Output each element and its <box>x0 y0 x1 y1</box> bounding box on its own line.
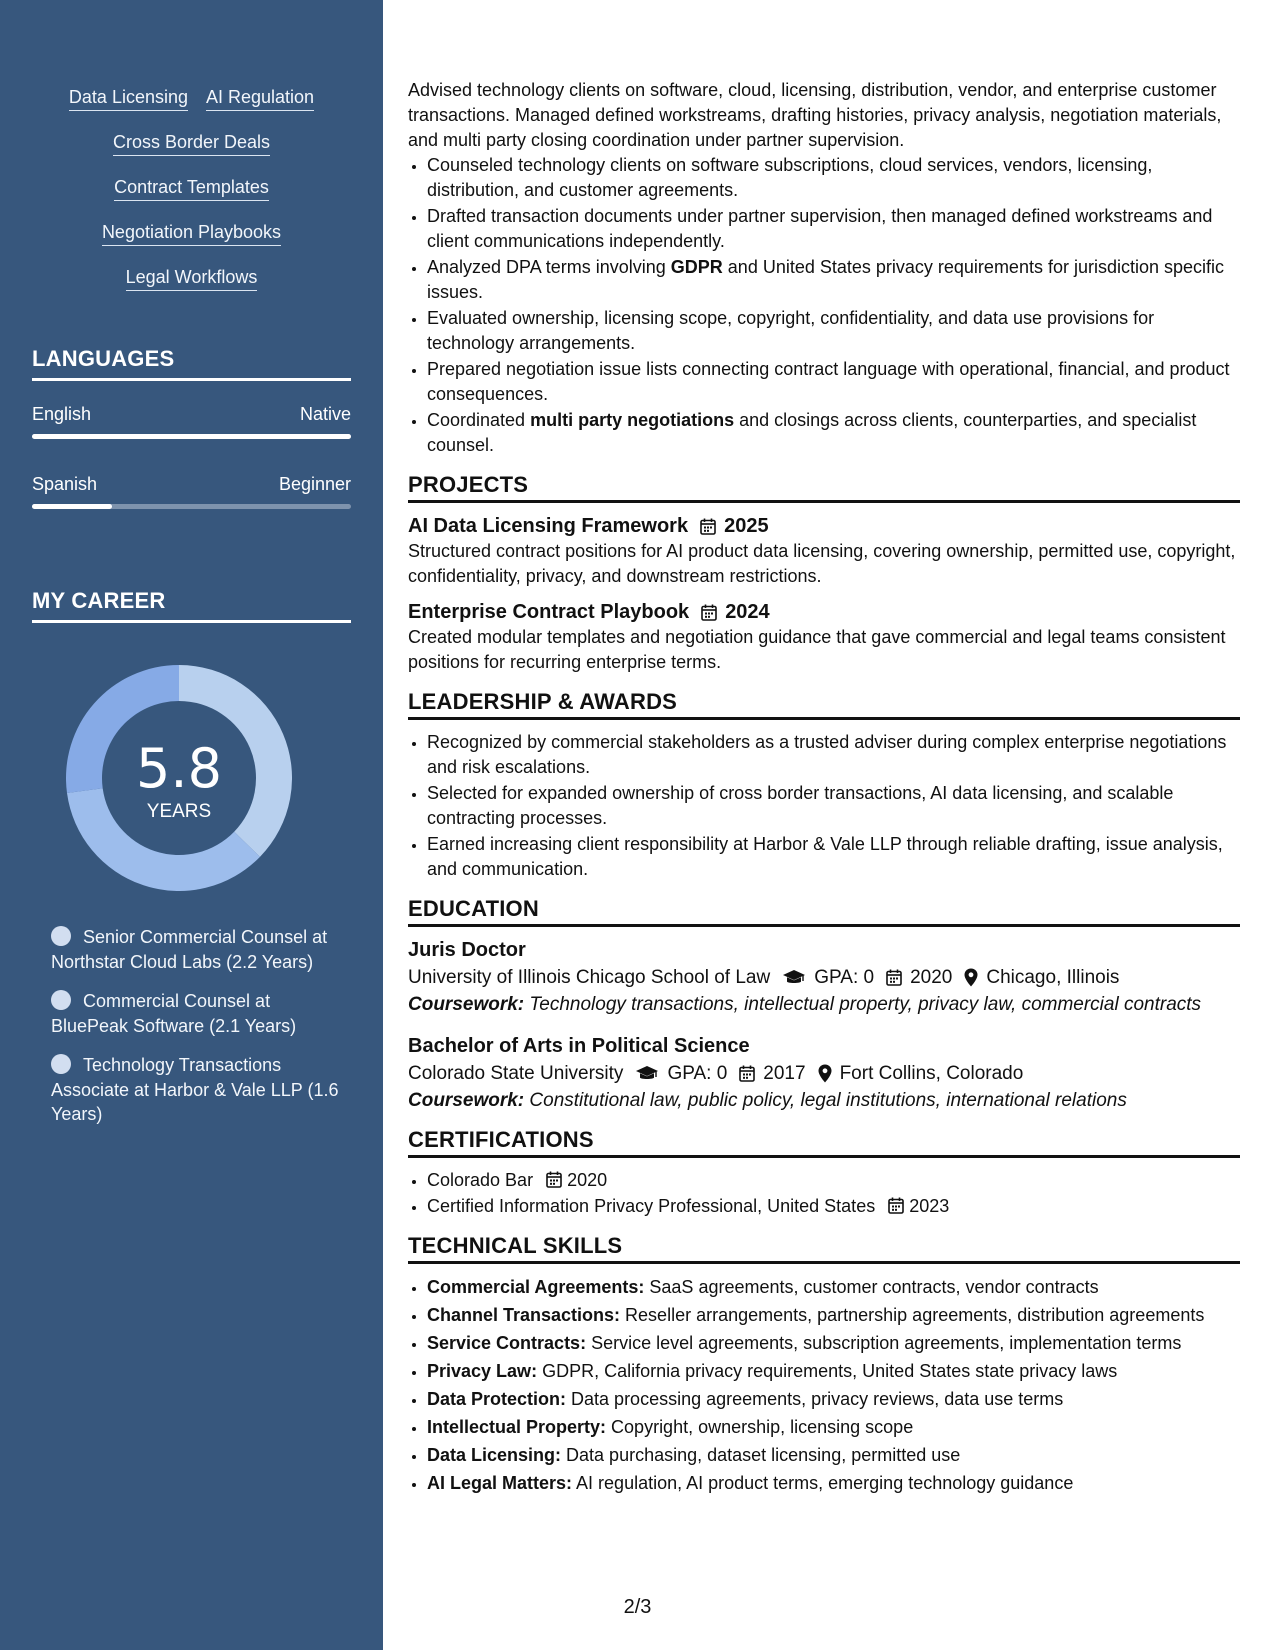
skills-heading: TECHNICAL SKILLS <box>408 1233 1240 1264</box>
leadership-item: • Earned increasing client responsibility at Harbor & Vale LLP through reliable drafting, issue analysis, and communication. <box>427 832 1240 882</box>
calendar-icon <box>888 1197 904 1214</box>
language-name: Spanish <box>32 474 98 494</box>
education-degree: Bachelor of Arts in Political Science <box>408 1035 750 1057</box>
skill-item <box>427 1414 1240 1441</box>
bullet-text: Prepared negotiation issue lists connecting contract language with operational, financial, and product consequences. <box>427 359 1230 404</box>
project-year: 2024 <box>725 601 770 623</box>
tag-row <box>0 176 383 221</box>
education-year: 2020 <box>910 967 953 988</box>
certification-item <box>427 1194 1240 1219</box>
skill-tag: AI Regulation <box>206 86 314 111</box>
project-year-group <box>700 513 769 539</box>
skill-tag: Legal Workflows <box>126 266 258 291</box>
education-gpa-group <box>782 963 874 992</box>
education-coursework <box>408 1088 1240 1113</box>
project-item <box>408 599 1240 675</box>
skill-tag: Cross Border Deals <box>113 131 270 156</box>
tag-row <box>0 86 383 131</box>
leadership-list <box>408 730 1240 882</box>
bullet-text: Evaluated ownership, licensing scope, copyright, confidentiality, and data use provisions for technology arrangements. <box>427 308 1155 353</box>
education-gpa: GPA: 0 <box>667 1063 728 1084</box>
project-title-row <box>408 599 1240 625</box>
language-row <box>32 404 351 425</box>
languages-heading: LANGUAGES <box>32 346 351 381</box>
education-year-group <box>739 1059 805 1088</box>
calendar-icon <box>546 1171 562 1188</box>
skill-label: AI Legal Matters: <box>427 1473 573 1493</box>
skill-item <box>427 1302 1240 1329</box>
calendar-icon <box>739 1065 755 1082</box>
coursework-text: Constitutional law, public policy, legal institutions, international relations <box>524 1090 1127 1111</box>
skill-tag: Contract Templates <box>114 176 269 201</box>
bullet-dot-icon <box>51 926 71 946</box>
skill-label: Data Protection: <box>427 1389 567 1409</box>
skill-text: AI regulation, AI product terms, emerging technology guidance <box>572 1473 1074 1493</box>
project-title: AI Data Licensing Framework <box>408 515 689 537</box>
location-pin-icon <box>964 968 978 987</box>
skill-item <box>427 1442 1240 1469</box>
education-meta <box>408 1059 1240 1088</box>
certification-name: Certified Information Privacy Professional, United States <box>427 1196 876 1216</box>
skill-text: GDPR, California privacy requirements, United States state privacy laws <box>537 1361 1118 1381</box>
career-role: Senior Commercial Counsel at Northstar Cloud Labs (2.2 Years) <box>51 927 328 972</box>
skill-text: Service level agreements, subscription agreements, implementation terms <box>586 1333 1182 1353</box>
education-school: University of Illinois Chicago School of Law <box>408 967 771 988</box>
bullet-text: Drafted transaction documents under partner supervision, then managed defined workstreams and client communications independently. <box>427 206 1213 251</box>
leadership-item: • Selected for expanded ownership of cross border transactions, AI data licensing, and scalable contracting processes. <box>427 781 1240 831</box>
skill-text: Copyright, ownership, licensing scope <box>606 1417 914 1437</box>
language-bar <box>32 434 351 439</box>
experience-bullet <box>427 255 1240 305</box>
education-item <box>408 937 1240 1017</box>
skill-item <box>427 1470 1240 1497</box>
skill-item <box>427 1330 1240 1357</box>
skill-item <box>427 1386 1240 1413</box>
skill-text: Reseller arrangements, partnership agreements, distribution agreements <box>620 1305 1205 1325</box>
skill-text: Data processing agreements, privacy reviews, data use terms <box>566 1389 1064 1409</box>
certifications-list <box>408 1168 1240 1219</box>
career-role: Technology Transactions Associate at Harbor & Vale LLP (1.6 Years) <box>51 1055 339 1124</box>
education-gpa-group <box>635 1059 727 1088</box>
career-total-value: 5.8 <box>136 737 222 800</box>
calendar-icon <box>701 604 717 621</box>
bullet-text: Counseled technology clients on software subscriptions, cloud services, vendors, licensing, distribution, and customer agreements. <box>427 155 1153 200</box>
career-role: Commercial Counsel at BluePeak Software (2.1 Years) <box>51 991 297 1036</box>
education-degree: Juris Doctor <box>408 939 526 961</box>
project-item <box>408 513 1240 589</box>
career-heading: MY CAREER <box>32 588 351 623</box>
experience-bullet <box>427 357 1240 407</box>
certification-item <box>427 1168 1240 1193</box>
experience-bullet <box>427 408 1240 458</box>
tag-row <box>0 131 383 176</box>
bullet-text: and closings across clients, counterparties, and specialist counsel. <box>427 410 1197 455</box>
education-gpa: GPA: 0 <box>814 967 875 988</box>
bullet-text: and United States privacy requirements for jurisdiction specific issues. <box>427 257 1225 302</box>
project-title: Enterprise Contract Playbook <box>408 601 690 623</box>
experience-bullets <box>408 153 1240 458</box>
skill-label: Privacy Law: <box>427 1361 538 1381</box>
certification-name: Colorado Bar <box>427 1170 534 1190</box>
project-title-row <box>408 513 1240 539</box>
skill-label: Service Contracts: <box>427 1333 587 1353</box>
education-heading: EDUCATION <box>408 896 1240 927</box>
education-year-group <box>886 963 952 992</box>
language-name: English <box>32 404 92 424</box>
language-level: Native <box>299 404 351 424</box>
language-row <box>32 474 351 495</box>
bullet-text: Analyzed DPA terms involving <box>427 257 671 277</box>
skill-tag: Negotiation Playbooks <box>102 221 281 246</box>
experience-bullet <box>427 153 1240 203</box>
education-location-group <box>818 1059 1024 1088</box>
bullet-bold-text: multi party negotiations <box>530 410 735 430</box>
career-total-unit: YEARS <box>146 801 212 822</box>
certification-year: 2023 <box>909 1196 950 1216</box>
career-total <box>66 665 292 891</box>
bullet-text: Coordinated <box>427 410 531 430</box>
experience-bullet <box>427 204 1240 254</box>
language-bar-fill <box>32 434 351 439</box>
certification-year: 2020 <box>567 1170 608 1190</box>
sidebar <box>0 0 383 1650</box>
tag-row <box>0 266 383 311</box>
project-description: Structured contract positions for AI product data licensing, covering ownership, permitted use, copyright, confidentiality, privacy, and downstream restrictions. <box>408 541 1236 586</box>
skill-label: Commercial Agreements: <box>427 1277 645 1297</box>
project-year-group <box>701 599 770 625</box>
skill-label: Data Licensing: <box>427 1445 562 1465</box>
education-meta <box>408 963 1240 992</box>
skill-tags <box>0 86 383 311</box>
graduation-cap-icon <box>782 969 806 986</box>
education-school: Colorado State University <box>408 1063 624 1084</box>
coursework-label: Coursework: <box>408 994 525 1015</box>
location-pin-icon <box>818 1064 832 1083</box>
coursework-label: Coursework: <box>408 1090 525 1111</box>
education-location: Fort Collins, Colorado <box>839 1063 1024 1084</box>
project-year: 2025 <box>724 515 769 537</box>
skills-list <box>408 1274 1240 1497</box>
graduation-cap-icon <box>635 1065 659 1082</box>
bullet-dot-icon <box>51 990 71 1010</box>
skill-tag: Data Licensing <box>69 86 188 111</box>
calendar-icon <box>886 969 902 986</box>
career-item <box>51 1053 341 1127</box>
language-bar-fill <box>32 504 112 509</box>
project-description: Created modular templates and negotiation guidance that gave commercial and legal teams consistent positions for recurring enterprise terms. <box>408 627 1226 672</box>
experience-bullet <box>427 306 1240 356</box>
bullet-dot-icon <box>51 1054 71 1074</box>
career-list <box>51 925 341 1142</box>
education-coursework <box>408 992 1240 1017</box>
tag-row <box>0 221 383 266</box>
leadership-heading: LEADERSHIP & AWARDS <box>408 689 1240 720</box>
skill-label: Channel Transactions: <box>427 1305 621 1325</box>
education-location: Chicago, Illinois <box>986 967 1120 988</box>
education-location-group <box>964 963 1119 992</box>
education-item <box>408 1033 1240 1113</box>
page-number: 2/3 <box>623 1596 652 1618</box>
language-level: Beginner <box>278 474 351 494</box>
coursework-text: Technology transactions, intellectual property, privacy law, commercial contracts <box>524 994 1202 1015</box>
language-bar <box>32 504 351 509</box>
experience-summary: Advised technology clients on software, cloud, licensing, distribution, vendor, and enterprise customer transactions. Managed defined workstreams, drafting histories, privacy analysis, negotiation materials, and multi party closing coordination under partner supervision. <box>408 80 1222 150</box>
education-year: 2017 <box>763 1063 806 1084</box>
skill-text: Data purchasing, dataset licensing, permitted use <box>561 1445 961 1465</box>
leadership-item: • Recognized by commercial stakeholders as a trusted adviser during complex enterprise negotiations and risk escalations. <box>427 730 1240 780</box>
career-item <box>51 989 341 1038</box>
skill-text: SaaS agreements, customer contracts, vendor contracts <box>644 1277 1099 1297</box>
bullet-bold-text: GDPR <box>670 257 723 277</box>
projects-heading: PROJECTS <box>408 472 1240 503</box>
skill-item <box>427 1358 1240 1385</box>
main-content <box>408 78 1240 1498</box>
skill-label: Intellectual Property: <box>427 1417 607 1437</box>
calendar-icon <box>700 518 716 535</box>
career-item <box>51 925 341 974</box>
certifications-heading: CERTIFICATIONS <box>408 1127 1240 1158</box>
skill-item <box>427 1274 1240 1301</box>
